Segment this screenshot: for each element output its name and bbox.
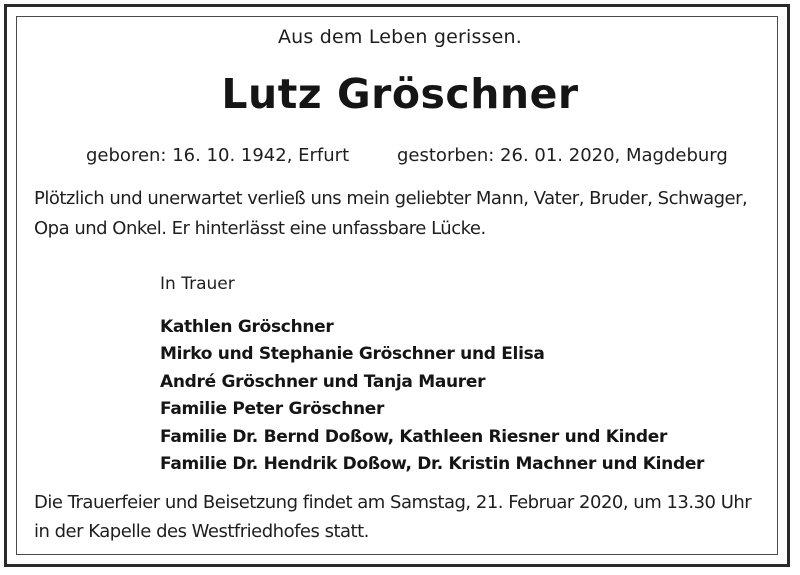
mourning-label: In Trauer	[160, 274, 235, 294]
birth-info: geboren: 16. 10. 1942, Erfurt	[86, 145, 350, 166]
mourners-list	[160, 314, 704, 478]
mourner-item: Mirko und Stephanie Gröschner und Elisa	[160, 344, 545, 365]
mourner-item: Familie Dr. Bernd Doßow, Kathleen Riesner und Kinder	[160, 426, 668, 447]
intro-line: Aus dem Leben gerissen.	[277, 26, 523, 48]
funeral-line-1: Die Trauerfeier und Beisetzung findet am Samstag, 21. Februar 2020, um 13.30 Uhr	[34, 492, 752, 513]
message-line-1: Plötzlich und unerwartet verließ uns mein geliebter Mann, Vater, Bruder, Schwager,	[34, 188, 748, 209]
mourner-item: Familie Peter Gröschner	[160, 399, 385, 420]
mourner-item: Kathlen Gröschner	[160, 317, 334, 337]
message-line-2: Opa und Onkel. Er hinterlässt eine unfassbare Lücke.	[34, 218, 486, 239]
funeral-line-2: in der Kapelle des Westfriedhofes statt.	[34, 521, 369, 542]
mourner-item: Familie Dr. Hendrik Doßow, Dr. Kristin Machner und Kinder	[160, 454, 705, 475]
mourner-item: André Gröschner und Tanja Maurer	[160, 371, 486, 392]
death-info: gestorben: 26. 01. 2020, Magdeburg	[397, 145, 728, 166]
deceased-name: Lutz Gröschner	[221, 70, 579, 118]
